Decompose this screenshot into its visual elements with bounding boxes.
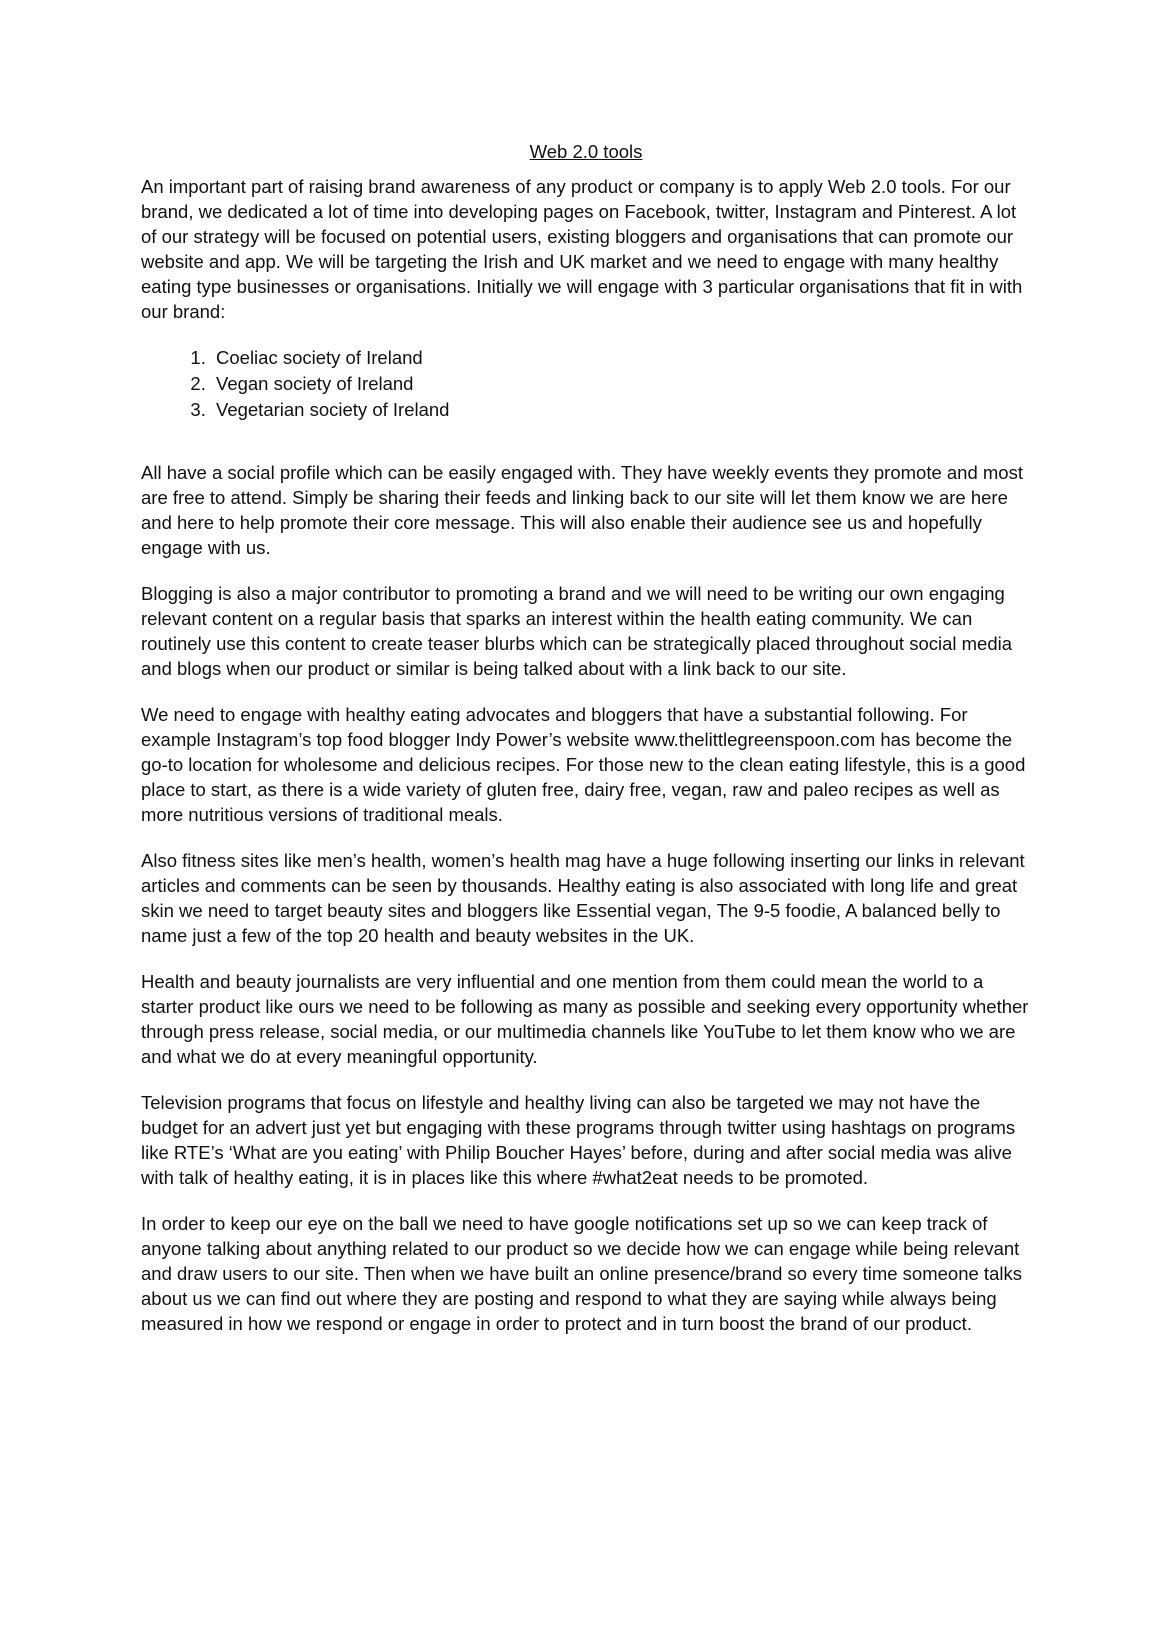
list-item: 2. Vegan society of Ireland xyxy=(211,371,1031,397)
organisations-list xyxy=(141,345,1031,423)
paragraph-bloggers: We need to engage with healthy eating advocates and bloggers that have a substantial following. For example Instagram’s top food blogger Indy Power’s website www.thelittlegreenspoon.com has become the go-to location for wholesome and delicious recipes. For those new to the clean eating lifestyle, this is a good place to start, as there is a wide variety of gluten free, dairy free, vegan, raw and paleo recipes as well as more nutritious versions of traditional meals. xyxy=(141,704,1026,825)
paragraph-fitness-sites: Also fitness sites like men’s health, women’s health mag have a huge following inserting our links in relevant articles and comments can be seen by thousands. Healthy eating is also associated with long life and great skin we need to target beauty sites and bloggers like Essential vegan, The 9-5 foodie, A balanced belly to name just a few of the top 20 health and beauty websites in the UK. xyxy=(141,850,1025,946)
document-title: Web 2.0 tools xyxy=(529,141,643,162)
document-body xyxy=(141,139,1031,1357)
paragraph-journalists: Health and beauty journalists are very influential and one mention from them could mean the world to a starter product like ours we need to be following as many as possible and seeking every opportunity whether through press release, social media, or our multimedia channels like YouTube to let them know who we are and what we do at every meaningful opportunity. xyxy=(141,971,1029,1067)
paragraph-blogging: Blogging is also a major contributor to promoting a brand and we will need to be writing our own engaging relevant content on a regular basis that sparks an interest within the health eating community. We can routinely use this content to create teaser blurbs which can be strategically placed throughout social media and blogs when our product or similar is being talked about with a link back to our site. xyxy=(141,583,1013,679)
paragraph-notifications: In order to keep our eye on the ball we need to have google notifications set up so we can keep track of anyone talking about anything related to our product so we decide how we can engage while being relevant and draw users to our site. Then when we have built an online presence/brand so every time someone talks about us we can find out where they are posting and respond to what they are saying while always being measured in how we respond or engage in order to protect and in turn boost the brand of our product. xyxy=(141,1213,1022,1334)
list-item: 3. Vegetarian society of Ireland xyxy=(211,397,1031,423)
paragraph-social-profiles: All have a social profile which can be easily engaged with. They have weekly events they promote and most are free to attend. Simply be sharing their feeds and linking back to our site will let them know we are here and here to help promote their core message. This will also enable their audience see us and hopefully engage with us. xyxy=(141,462,1023,558)
list-item: 1. Coeliac society of Ireland xyxy=(211,345,1031,371)
paragraph-television: Television programs that focus on lifestyle and healthy living can also be targeted we may not have the budget for an advert just yet but engaging with these programs through twitter using hashtags on programs like RTE’s ‘What are you eating’ with Philip Boucher Hayes’ before, during and after social media was alive with talk of healthy eating, it is in places like this where #what2eat needs to be promoted. xyxy=(141,1092,1016,1188)
intro-paragraph: An important part of raising brand awareness of any product or company is to apply Web 2.0 tools. For our brand, we dedicated a lot of time into developing pages on Facebook, twitter, Instagram and Pinterest. A lot of our strategy will be focused on potential users, existing bloggers and organisations that can promote our website and app. We will be targeting the Irish and UK market and we need to engage with many healthy eating type businesses or organisations. Initially we will engage with 3 particular organisations that fit in with our brand: xyxy=(141,176,1023,322)
